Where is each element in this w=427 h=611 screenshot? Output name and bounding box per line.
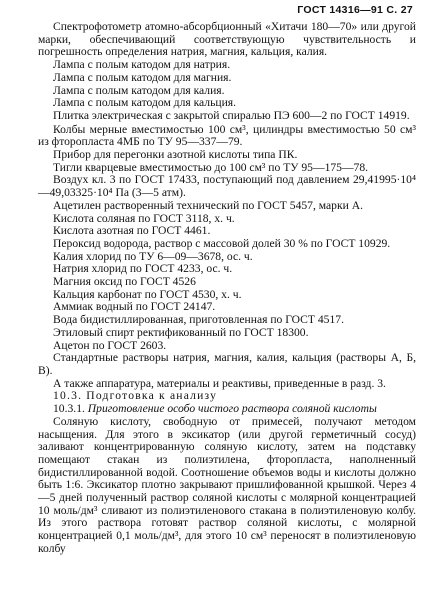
subsection-title: Приготовление особо чистого раствора соляной кислоты [87,402,377,416]
section-heading: 10.3. Подготовка к анализу [53,389,218,403]
subsection-number: 10.3.1. [53,402,85,416]
paragraph-air: Воздух кл. 3 по ГОСТ 17433, поступающий под давлением 29,41995·10⁴—49,03325·10⁴ Па (3—5 атм). [38,173,416,200]
paragraph-spectrophotometer: Спектрофотометр атомно-абсорбционный «Хитачи 180—70» или другой марки, обеспечивающий соответствующую чувствительность и погрешность определения натрия, магния, кальция, калия. [38,20,416,59]
paragraph-nitric-acid: Кислота азотная по ГОСТ 4461. [53,224,211,238]
paragraph-crucibles: Тигли кварцевые вместимостью до 100 см³ по ТУ 95—175—78. [53,160,369,174]
paragraph-equipment-reference: А также аппаратура, материалы и реактивы, приведенные в разд. 3. [53,376,386,390]
paragraph-hotplate: Плитка электрическая с закрытой спиралью ПЭ 600—2 по ГОСТ 14919. [53,108,410,122]
document-body [38,21,416,556]
paragraph-acid-preparation: Соляную кислоту, свободную от примесей, получают методом насыщения. Для этого в эксикатор (или другой герметичный сосуд) заливают концентрированную соляную кислоту, затем на подставку помещают стакан из полиэтилена, фторопласта, наполненный бидистиллированной водой. Соотношение объемов воды и кислоты должно быть 1:6. Эксикатор плотно закрывают пришлифованной крышкой. Через 4—5 дней полученный раствор соляной кислоты с молярной концентрацией 10 моль/дм³ сливают из полиэтиленового стакана в полиэтиленовую колбу. Из этого раствора готовят раствор соляной кислоты, с молярной концентрацией 0,1 моль/дм³, для этого 10 см³ переносят в полиэтиленовую колбу [38,414,416,555]
paragraph-lamp-potassium: Лампа с полым катодом для калия. [53,83,225,97]
page-header: ГОСТ 14316—91 С. 27 [297,4,413,16]
paragraph-sodium-chloride: Натрия хлорид по ГОСТ 4233, ос. ч. [53,262,233,276]
paragraph-hydrochloric-acid: Кислота соляная по ГОСТ 3118, х. ч. [53,211,235,225]
paragraph-lamp-sodium: Лампа с полым катодом для натрия. [53,58,231,72]
paragraph-ethanol: Этиловый спирт ректификованный по ГОСТ 18300. [53,325,309,339]
paragraph-distillation-device: Прибор для перегонки азотной кислоты типа ПК. [53,148,298,162]
paragraph-hydrogen-peroxide: Пероксид водорода, раствор с массовой долей 30 % по ГОСТ 10929. [53,236,391,250]
paragraph-ammonia: Аммиак водный по ГОСТ 24147. [53,300,216,314]
subsection-heading [38,403,416,416]
paragraph-magnesium-oxide: Магния оксид по ГОСТ 4526 [53,275,196,289]
paragraph-lamp-calcium: Лампа с полым катодом для кальция. [53,96,237,110]
paragraph-flasks: Колбы мерные вместимостью 100 см³, цилиндры вместимостью 50 см³ из фторопласта 4МБ по ТУ 95—337—79. [38,122,416,149]
paragraph-acetone: Ацетон по ГОСТ 2603. [53,338,167,352]
paragraph-water: Вода бидистиллированная, приготовленная по ГОСТ 4517. [53,313,344,327]
paragraph-acetylene: Ацетилен растворенный технический по ГОСТ 5457, марки А. [53,198,363,212]
paragraph-lamp-magnesium: Лампа с полым катодом для магния. [53,70,232,84]
paragraph-calcium-carbonate: Кальция карбонат по ГОСТ 4530, х. ч. [53,287,242,301]
paragraph-standard-solutions: Стандартные растворы натрия, магния, калия, кальция (растворы А, Б, В). [38,351,416,377]
paragraph-potassium-chloride: Калия хлорид по ТУ 6—09—3678, ос. ч. [53,249,253,263]
